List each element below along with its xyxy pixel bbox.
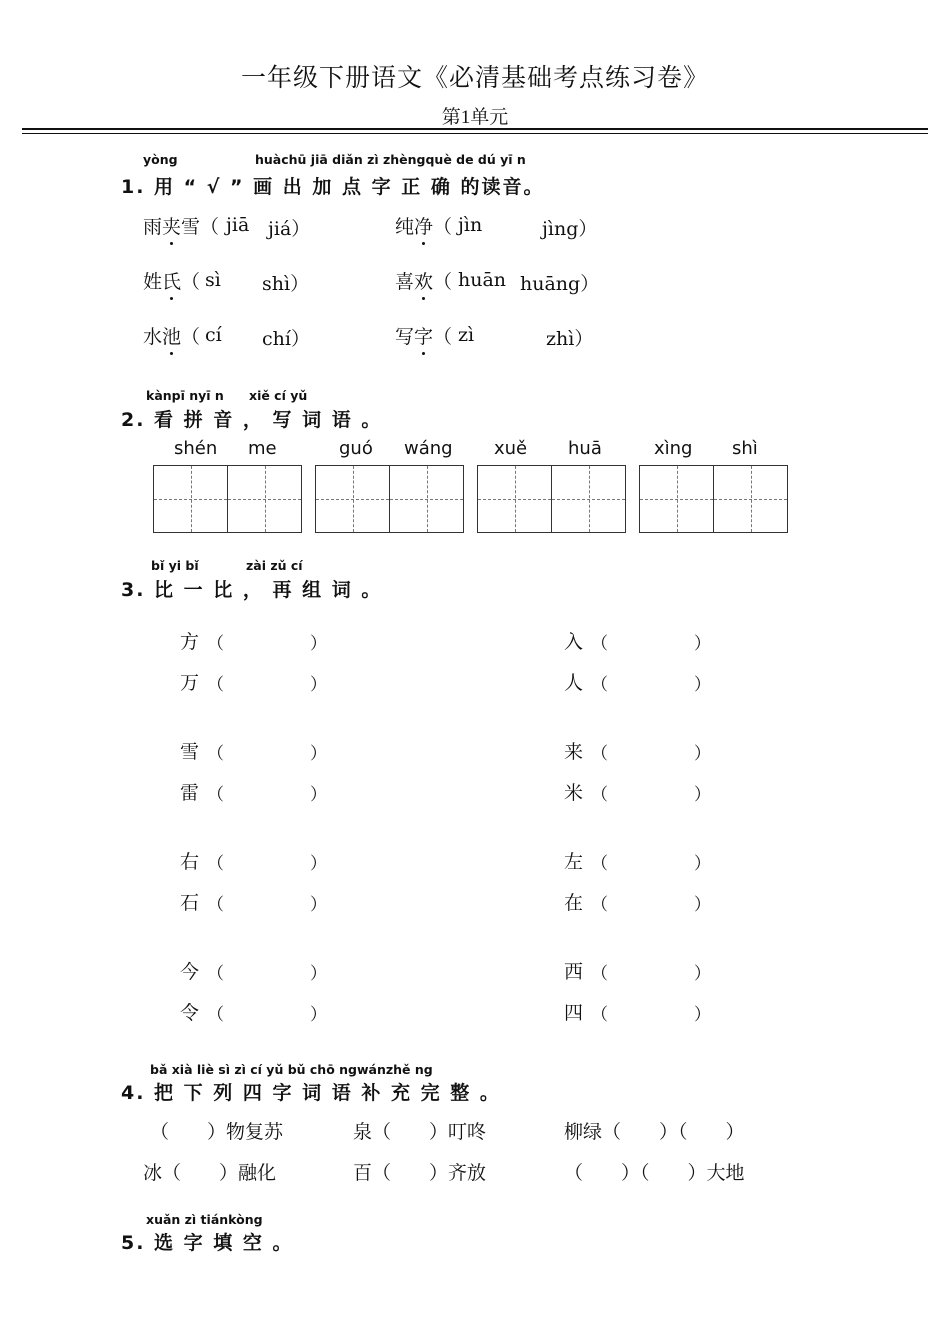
q3-pinyin-2: zài zǔ cí <box>246 558 303 573</box>
q3-char-right: 入 <box>564 631 584 653</box>
q1-option-a[interactable]: cí <box>205 324 222 346</box>
q2-pinyin-word-2b: wáng <box>404 438 453 459</box>
q5-pinyin: xuǎn zì tiánkòng <box>146 1212 263 1227</box>
writing-cell[interactable] <box>154 466 227 532</box>
q5-heading: 5. 选 字 填 空 。 <box>121 1232 294 1254</box>
q3-answer-open-paren[interactable]: （ <box>207 744 224 764</box>
q3-answer-close-paren[interactable]: ） <box>310 744 327 764</box>
q3-char-left: 雪 <box>180 741 200 763</box>
q3-answer-open-paren[interactable]: （ <box>207 634 224 654</box>
q1-option-b[interactable]: zhì） <box>546 328 594 350</box>
q1-option-b[interactable]: huāng） <box>520 273 600 295</box>
q3-answer-close-paren[interactable]: ） <box>694 964 711 984</box>
q3-char-left: 右 <box>180 851 200 873</box>
dotted-char: 氏 <box>162 267 181 294</box>
q1-option-a[interactable]: jìn <box>458 214 483 236</box>
title-rule-bottom <box>22 133 928 134</box>
q2-pinyin-word-4b: shì <box>732 438 758 459</box>
q3-answer-open-paren[interactable]: （ <box>207 895 224 915</box>
page-title: 一年级下册语文《必清基础考点练习卷》 <box>240 65 709 92</box>
q3-answer-close-paren[interactable]: ） <box>310 964 327 984</box>
q1-option-b[interactable]: jìng） <box>542 218 598 240</box>
q3-answer-close-paren[interactable]: ） <box>310 895 327 915</box>
q3-answer-close-paren[interactable]: ） <box>310 634 327 654</box>
dotted-char: 池 <box>162 322 181 349</box>
q3-char-left: 今 <box>180 961 200 983</box>
q1-option-b[interactable]: shì） <box>262 273 310 295</box>
q2-pinyin-word-4a: xìng <box>654 438 693 459</box>
q3-char-left: 万 <box>180 672 200 694</box>
q3-char-left: 雷 <box>180 782 200 804</box>
q3-answer-close-paren[interactable]: ） <box>694 854 711 874</box>
q2-pinyin-word-2a: guó <box>339 438 373 459</box>
q1-option-a[interactable]: zì <box>458 324 475 346</box>
q2-heading: 2. 看 拼 音 ， 写 词 语 。 <box>121 409 383 431</box>
q3-answer-close-paren[interactable]: ） <box>694 1005 711 1025</box>
q1-option-a[interactable]: jiā <box>226 214 250 236</box>
q3-answer-close-paren[interactable]: ） <box>694 675 711 695</box>
q1-option-a[interactable]: sì <box>205 269 221 291</box>
q1-heading: 1. 用 “ √ ” 画 出 加 点 字 正 确 的读音。 <box>121 176 545 198</box>
q1-item-4[interactable]: 喜欢（ <box>395 267 452 294</box>
q3-char-right: 四 <box>564 1002 584 1024</box>
q3-char-left: 令 <box>180 1002 200 1024</box>
q3-char-right: 人 <box>564 672 584 694</box>
dotted-char: 夹 <box>162 212 181 239</box>
idiom-fill-1[interactable]: （ ）物复苏 <box>150 1121 284 1143</box>
q3-answer-open-paren[interactable]: （ <box>591 744 608 764</box>
q1-option-b[interactable]: jiá） <box>268 218 311 240</box>
q3-char-left: 石 <box>180 892 200 914</box>
idiom-fill-5[interactable]: 百（ ）齐放 <box>353 1162 487 1184</box>
q1-item-6[interactable]: 写字（ <box>395 322 452 349</box>
idiom-fill-2[interactable]: 泉（ ）叮咚 <box>353 1121 487 1143</box>
q3-answer-open-paren[interactable]: （ <box>207 785 224 805</box>
writing-grid-2[interactable] <box>315 465 464 533</box>
q2-pinyin-word-3a: xuě <box>494 438 528 459</box>
q3-answer-open-paren[interactable]: （ <box>591 785 608 805</box>
writing-cell[interactable] <box>640 466 713 532</box>
q2-pinyin-word-3b: huā <box>568 438 602 459</box>
q1-item-1[interactable]: 雨夹雪（ <box>143 212 219 239</box>
idiom-fill-4[interactable]: 冰（ ）融化 <box>143 1162 277 1184</box>
writing-cell[interactable] <box>551 466 625 532</box>
q3-answer-open-paren[interactable]: （ <box>591 854 608 874</box>
q3-answer-open-paren[interactable]: （ <box>591 675 608 695</box>
unit-subtitle: 第1单元 <box>441 107 509 128</box>
q1-pinyin-rest: huàchū jiā diǎn zì zhèngquè de dú yī n <box>255 152 526 167</box>
idiom-fill-3[interactable]: 柳绿（ ）（ ） <box>564 1121 745 1143</box>
title-rule-top <box>22 128 928 130</box>
q3-char-right: 来 <box>564 741 584 763</box>
q3-answer-open-paren[interactable]: （ <box>207 964 224 984</box>
q2-pinyin-word-1a: shén <box>174 438 218 459</box>
q3-pinyin-1: bǐ yi bǐ <box>151 558 199 573</box>
q3-char-left: 方 <box>180 631 200 653</box>
dotted-char: 字 <box>414 322 433 349</box>
q1-pinyin-yong: yòng <box>143 152 178 167</box>
q3-answer-close-paren[interactable]: ） <box>310 675 327 695</box>
q3-answer-open-paren[interactable]: （ <box>207 854 224 874</box>
q4-pinyin: bǎ xià liè sì zì cí yǔ bǔ chō ngwánzhě ng <box>150 1062 433 1077</box>
q3-heading: 3. 比 一 比 ， 再 组 词 。 <box>121 579 383 601</box>
writing-grid-1[interactable] <box>153 465 302 533</box>
q3-char-right: 西 <box>564 961 584 983</box>
idiom-fill-6[interactable]: （ ）（ ）大地 <box>564 1162 745 1184</box>
dotted-char: 欢 <box>414 267 433 294</box>
q1-option-a[interactable]: huān <box>458 269 507 291</box>
q1-option-b[interactable]: chí） <box>262 328 310 350</box>
q3-answer-open-paren[interactable]: （ <box>591 634 608 654</box>
q3-answer-open-paren[interactable]: （ <box>591 895 608 915</box>
writing-cell[interactable] <box>389 466 463 532</box>
q3-answer-close-paren[interactable]: ） <box>694 785 711 805</box>
q1-item-2[interactable]: 纯净（ <box>395 212 452 239</box>
dotted-char: 净 <box>414 212 433 239</box>
writing-cell[interactable] <box>316 466 389 532</box>
q2-pinyin-word-1b: me <box>248 438 277 459</box>
q3-answer-close-paren[interactable]: ） <box>310 1005 327 1025</box>
q3-char-right: 左 <box>564 851 584 873</box>
writing-cell[interactable] <box>227 466 301 532</box>
q3-answer-open-paren[interactable]: （ <box>207 1005 224 1025</box>
q3-answer-close-paren[interactable]: ） <box>694 634 711 654</box>
q1-item-3[interactable]: 姓氏（ <box>143 267 200 294</box>
q1-item-5[interactable]: 水池（ <box>143 322 200 349</box>
q3-char-right: 在 <box>564 892 584 914</box>
q3-char-right: 米 <box>564 782 584 804</box>
q3-answer-open-paren[interactable]: （ <box>591 964 608 984</box>
q3-answer-close-paren[interactable]: ） <box>694 744 711 764</box>
writing-cell[interactable] <box>713 466 787 532</box>
writing-cell[interactable] <box>478 466 551 532</box>
q3-answer-open-paren[interactable]: （ <box>591 1005 608 1025</box>
q4-heading: 4. 把 下 列 四 字 词 语 补 充 完 整 。 <box>121 1082 501 1104</box>
q3-answer-close-paren[interactable]: ） <box>310 785 327 805</box>
q3-answer-open-paren[interactable]: （ <box>207 675 224 695</box>
writing-grid-3[interactable] <box>477 465 626 533</box>
q2-pinyin-2: xiě cí yǔ <box>249 388 308 403</box>
q3-answer-close-paren[interactable]: ） <box>694 895 711 915</box>
q2-pinyin-1: kànpī nyī n <box>146 388 224 403</box>
writing-grid-4[interactable] <box>639 465 788 533</box>
q3-answer-close-paren[interactable]: ） <box>310 854 327 874</box>
